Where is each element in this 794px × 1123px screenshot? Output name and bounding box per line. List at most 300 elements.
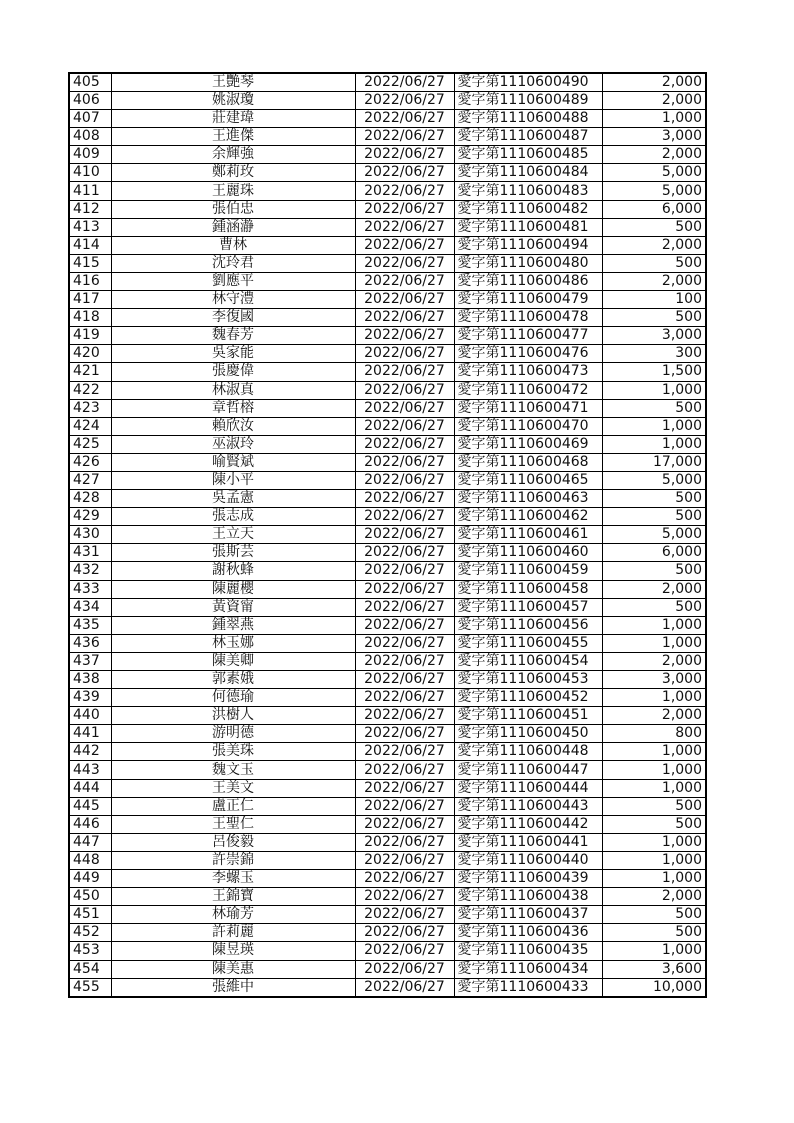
receipt-number-cell: 愛字第1110600440	[454, 851, 602, 869]
receipt-number-cell: 愛字第1110600452	[454, 689, 602, 707]
row-number-cell: 452	[69, 924, 111, 942]
row-number-cell: 405	[69, 73, 111, 92]
donor-name-cell: 何德瑜	[111, 689, 355, 707]
donation-date-cell: 2022/06/27	[355, 689, 454, 707]
table-row	[69, 453, 706, 471]
donation-date-cell: 2022/06/27	[355, 797, 454, 815]
row-number-cell: 449	[69, 870, 111, 888]
donation-date-cell: 2022/06/27	[355, 562, 454, 580]
amount-cell: 5,000	[602, 182, 706, 200]
amount-cell: 2,000	[602, 707, 706, 725]
amount-cell: 1,000	[602, 689, 706, 707]
table-row	[69, 128, 706, 146]
amount-cell: 1,000	[602, 761, 706, 779]
donation-date-cell: 2022/06/27	[355, 761, 454, 779]
receipt-number-cell: 愛字第1110600456	[454, 616, 602, 634]
receipt-number-cell: 愛字第1110600488	[454, 110, 602, 128]
receipt-number-cell: 愛字第1110600453	[454, 671, 602, 689]
donor-name-cell: 吳家能	[111, 345, 355, 363]
amount-cell: 500	[602, 598, 706, 616]
receipt-number-cell: 愛字第1110600443	[454, 797, 602, 815]
donor-name-cell: 張伯忠	[111, 200, 355, 218]
donor-name-cell: 鄭莉玫	[111, 164, 355, 182]
donation-date-cell: 2022/06/27	[355, 272, 454, 290]
donor-name-cell: 李螺玉	[111, 870, 355, 888]
donation-date-cell: 2022/06/27	[355, 218, 454, 236]
row-number-cell: 424	[69, 417, 111, 435]
receipt-number-cell: 愛字第1110600476	[454, 345, 602, 363]
donation-date-cell: 2022/06/27	[355, 888, 454, 906]
amount-cell: 6,000	[602, 200, 706, 218]
table-row	[69, 580, 706, 598]
table-row	[69, 689, 706, 707]
donation-date-cell: 2022/06/27	[355, 634, 454, 652]
row-number-cell: 420	[69, 345, 111, 363]
amount-cell: 1,000	[602, 417, 706, 435]
row-number-cell: 413	[69, 218, 111, 236]
amount-cell: 5,000	[602, 471, 706, 489]
amount-cell: 1,000	[602, 381, 706, 399]
donation-date-cell: 2022/06/27	[355, 363, 454, 381]
amount-cell: 1,000	[602, 110, 706, 128]
donor-name-cell: 王麗珠	[111, 182, 355, 200]
amount-cell: 2,000	[602, 92, 706, 110]
row-number-cell: 445	[69, 797, 111, 815]
receipt-number-cell: 愛字第1110600484	[454, 164, 602, 182]
receipt-number-cell: 愛字第1110600472	[454, 381, 602, 399]
table-row	[69, 815, 706, 833]
donor-name-cell: 張美珠	[111, 743, 355, 761]
donor-name-cell: 林守澧	[111, 291, 355, 309]
donation-date-cell: 2022/06/27	[355, 309, 454, 327]
amount-cell: 500	[602, 906, 706, 924]
row-number-cell: 450	[69, 888, 111, 906]
receipt-number-cell: 愛字第1110600469	[454, 435, 602, 453]
table-row	[69, 92, 706, 110]
table-row	[69, 327, 706, 345]
donation-date-cell: 2022/06/27	[355, 743, 454, 761]
receipt-number-cell: 愛字第1110600470	[454, 417, 602, 435]
receipt-number-cell: 愛字第1110600463	[454, 490, 602, 508]
row-number-cell: 410	[69, 164, 111, 182]
amount-cell: 500	[602, 218, 706, 236]
receipt-number-cell: 愛字第1110600487	[454, 128, 602, 146]
receipt-number-cell: 愛字第1110600477	[454, 327, 602, 345]
table-row	[69, 146, 706, 164]
donor-name-cell: 王進傑	[111, 128, 355, 146]
donation-date-cell: 2022/06/27	[355, 128, 454, 146]
row-number-cell: 441	[69, 725, 111, 743]
receipt-number-cell: 愛字第1110600458	[454, 580, 602, 598]
donor-name-cell: 劉應平	[111, 272, 355, 290]
donor-name-cell: 陳美卿	[111, 652, 355, 670]
amount-cell: 800	[602, 725, 706, 743]
donor-name-cell: 喻賢斌	[111, 453, 355, 471]
donor-name-cell: 林瑜芳	[111, 906, 355, 924]
receipt-number-cell: 愛字第1110600461	[454, 526, 602, 544]
receipt-number-cell: 愛字第1110600435	[454, 942, 602, 960]
row-number-cell: 446	[69, 815, 111, 833]
donation-date-cell: 2022/06/27	[355, 616, 454, 634]
receipt-number-cell: 愛字第1110600459	[454, 562, 602, 580]
row-number-cell: 431	[69, 544, 111, 562]
table-row	[69, 634, 706, 652]
row-number-cell: 414	[69, 236, 111, 254]
row-number-cell: 423	[69, 399, 111, 417]
table-row	[69, 381, 706, 399]
donor-name-cell: 沈玲君	[111, 254, 355, 272]
donor-name-cell: 王艷琴	[111, 73, 355, 92]
row-number-cell: 451	[69, 906, 111, 924]
receipt-number-cell: 愛字第1110600442	[454, 815, 602, 833]
amount-cell: 1,000	[602, 942, 706, 960]
amount-cell: 3,000	[602, 327, 706, 345]
donation-date-cell: 2022/06/27	[355, 870, 454, 888]
donation-date-cell: 2022/06/27	[355, 671, 454, 689]
row-number-cell: 433	[69, 580, 111, 598]
table-row	[69, 743, 706, 761]
donor-name-cell: 姚淑瓊	[111, 92, 355, 110]
receipt-number-cell: 愛字第1110600436	[454, 924, 602, 942]
table-row	[69, 399, 706, 417]
row-number-cell: 415	[69, 254, 111, 272]
table-row	[69, 435, 706, 453]
receipt-number-cell: 愛字第1110600494	[454, 236, 602, 254]
row-number-cell: 418	[69, 309, 111, 327]
donation-date-cell: 2022/06/27	[355, 942, 454, 960]
amount-cell: 1,000	[602, 779, 706, 797]
amount-cell: 1,500	[602, 363, 706, 381]
row-number-cell: 437	[69, 652, 111, 670]
donation-date-cell: 2022/06/27	[355, 526, 454, 544]
table-row	[69, 110, 706, 128]
donor-name-cell: 許崇錦	[111, 851, 355, 869]
donor-name-cell: 陳美惠	[111, 960, 355, 978]
receipt-number-cell: 愛字第1110600434	[454, 960, 602, 978]
donation-date-cell: 2022/06/27	[355, 381, 454, 399]
table-row	[69, 652, 706, 670]
receipt-number-cell: 愛字第1110600460	[454, 544, 602, 562]
row-number-cell: 434	[69, 598, 111, 616]
amount-cell: 500	[602, 309, 706, 327]
donation-date-cell: 2022/06/27	[355, 779, 454, 797]
table-row	[69, 978, 706, 997]
row-number-cell: 444	[69, 779, 111, 797]
receipt-number-cell: 愛字第1110600448	[454, 743, 602, 761]
row-number-cell: 411	[69, 182, 111, 200]
donor-name-cell: 鍾涵瀞	[111, 218, 355, 236]
table-row	[69, 598, 706, 616]
donation-date-cell: 2022/06/27	[355, 417, 454, 435]
donor-name-cell: 吳孟憲	[111, 490, 355, 508]
receipt-number-cell: 愛字第1110600465	[454, 471, 602, 489]
receipt-number-cell: 愛字第1110600450	[454, 725, 602, 743]
donor-name-cell: 余輝強	[111, 146, 355, 164]
amount-cell: 500	[602, 924, 706, 942]
donation-date-cell: 2022/06/27	[355, 490, 454, 508]
receipt-number-cell: 愛字第1110600489	[454, 92, 602, 110]
receipt-number-cell: 愛字第1110600478	[454, 309, 602, 327]
row-number-cell: 429	[69, 508, 111, 526]
amount-cell: 100	[602, 291, 706, 309]
row-number-cell: 453	[69, 942, 111, 960]
amount-cell: 5,000	[602, 526, 706, 544]
receipt-number-cell: 愛字第1110600451	[454, 707, 602, 725]
amount-cell: 2,000	[602, 652, 706, 670]
amount-cell: 6,000	[602, 544, 706, 562]
amount-cell: 1,000	[602, 870, 706, 888]
table-row	[69, 236, 706, 254]
donor-name-cell: 洪樹人	[111, 707, 355, 725]
donor-name-cell: 游明德	[111, 725, 355, 743]
donor-name-cell: 賴欣汝	[111, 417, 355, 435]
donation-date-cell: 2022/06/27	[355, 453, 454, 471]
donation-date-cell: 2022/06/27	[355, 471, 454, 489]
table-row	[69, 309, 706, 327]
donation-date-cell: 2022/06/27	[355, 182, 454, 200]
amount-cell: 500	[602, 815, 706, 833]
row-number-cell: 439	[69, 689, 111, 707]
table-row	[69, 761, 706, 779]
receipt-number-cell: 愛字第1110600483	[454, 182, 602, 200]
amount-cell: 1,000	[602, 833, 706, 851]
table-row	[69, 200, 706, 218]
row-number-cell: 447	[69, 833, 111, 851]
table-row	[69, 272, 706, 290]
donor-name-cell: 莊建瑋	[111, 110, 355, 128]
row-number-cell: 443	[69, 761, 111, 779]
receipt-number-cell: 愛字第1110600438	[454, 888, 602, 906]
table-row	[69, 942, 706, 960]
table-row	[69, 797, 706, 815]
donation-date-cell: 2022/06/27	[355, 345, 454, 363]
amount-cell: 1,000	[602, 616, 706, 634]
donation-date-cell: 2022/06/27	[355, 833, 454, 851]
donation-date-cell: 2022/06/27	[355, 327, 454, 345]
donor-name-cell: 王美文	[111, 779, 355, 797]
amount-cell: 2,000	[602, 236, 706, 254]
donor-name-cell: 魏春芳	[111, 327, 355, 345]
donation-date-cell: 2022/06/27	[355, 73, 454, 92]
donation-date-cell: 2022/06/27	[355, 146, 454, 164]
amount-cell: 1,000	[602, 435, 706, 453]
row-number-cell: 435	[69, 616, 111, 634]
table-row	[69, 779, 706, 797]
donor-name-cell: 張慶偉	[111, 363, 355, 381]
table-row	[69, 291, 706, 309]
table-row	[69, 490, 706, 508]
donation-date-cell: 2022/06/27	[355, 254, 454, 272]
table-row	[69, 526, 706, 544]
table-row	[69, 851, 706, 869]
donor-name-cell: 林玉娜	[111, 634, 355, 652]
receipt-number-cell: 愛字第1110600457	[454, 598, 602, 616]
donation-date-cell: 2022/06/27	[355, 580, 454, 598]
donor-name-cell: 陳小平	[111, 471, 355, 489]
amount-cell: 500	[602, 399, 706, 417]
donation-date-cell: 2022/06/27	[355, 815, 454, 833]
amount-cell: 500	[602, 254, 706, 272]
donor-name-cell: 張斯芸	[111, 544, 355, 562]
table-row	[69, 73, 706, 92]
amount-cell: 3,600	[602, 960, 706, 978]
donation-date-cell: 2022/06/27	[355, 291, 454, 309]
donor-name-cell: 呂俊毅	[111, 833, 355, 851]
donation-date-cell: 2022/06/27	[355, 960, 454, 978]
donation-date-cell: 2022/06/27	[355, 725, 454, 743]
amount-cell: 2,000	[602, 272, 706, 290]
receipt-number-cell: 愛字第1110600455	[454, 634, 602, 652]
table-row	[69, 725, 706, 743]
amount-cell: 3,000	[602, 128, 706, 146]
row-number-cell: 422	[69, 381, 111, 399]
donor-name-cell: 盧正仁	[111, 797, 355, 815]
donation-date-cell: 2022/06/27	[355, 164, 454, 182]
table-row	[69, 182, 706, 200]
donation-date-cell: 2022/06/27	[355, 906, 454, 924]
table-row	[69, 833, 706, 851]
row-number-cell: 440	[69, 707, 111, 725]
receipt-number-cell: 愛字第1110600482	[454, 200, 602, 218]
donor-name-cell: 曹林	[111, 236, 355, 254]
amount-cell: 5,000	[602, 164, 706, 182]
amount-cell: 10,000	[602, 978, 706, 997]
donor-name-cell: 陳昱瑛	[111, 942, 355, 960]
receipt-number-cell: 愛字第1110600490	[454, 73, 602, 92]
table-row	[69, 671, 706, 689]
row-number-cell: 442	[69, 743, 111, 761]
donor-name-cell: 許莉麗	[111, 924, 355, 942]
donation-date-cell: 2022/06/27	[355, 707, 454, 725]
donation-date-cell: 2022/06/27	[355, 399, 454, 417]
amount-cell: 500	[602, 562, 706, 580]
table-row	[69, 345, 706, 363]
donor-name-cell: 章哲榕	[111, 399, 355, 417]
donation-date-cell: 2022/06/27	[355, 978, 454, 997]
row-number-cell: 408	[69, 128, 111, 146]
receipt-number-cell: 愛字第1110600480	[454, 254, 602, 272]
amount-cell: 300	[602, 345, 706, 363]
donor-name-cell: 張維中	[111, 978, 355, 997]
donation-date-cell: 2022/06/27	[355, 110, 454, 128]
row-number-cell: 426	[69, 453, 111, 471]
table-row	[69, 417, 706, 435]
donor-name-cell: 巫淑玲	[111, 435, 355, 453]
donation-table-body	[69, 73, 706, 997]
donation-table	[68, 72, 707, 998]
row-number-cell: 436	[69, 634, 111, 652]
amount-cell: 17,000	[602, 453, 706, 471]
table-row	[69, 616, 706, 634]
table-row	[69, 471, 706, 489]
donor-name-cell: 鍾翠燕	[111, 616, 355, 634]
table-row	[69, 888, 706, 906]
donor-name-cell: 魏文玉	[111, 761, 355, 779]
receipt-number-cell: 愛字第1110600439	[454, 870, 602, 888]
table-row	[69, 164, 706, 182]
amount-cell: 500	[602, 490, 706, 508]
receipt-number-cell: 愛字第1110600437	[454, 906, 602, 924]
donation-date-cell: 2022/06/27	[355, 652, 454, 670]
amount-cell: 2,000	[602, 73, 706, 92]
donation-date-cell: 2022/06/27	[355, 598, 454, 616]
row-number-cell: 430	[69, 526, 111, 544]
donor-name-cell: 謝秋蜂	[111, 562, 355, 580]
row-number-cell: 419	[69, 327, 111, 345]
amount-cell: 500	[602, 797, 706, 815]
table-row	[69, 254, 706, 272]
receipt-number-cell: 愛字第1110600471	[454, 399, 602, 417]
row-number-cell: 407	[69, 110, 111, 128]
donation-date-cell: 2022/06/27	[355, 200, 454, 218]
amount-cell: 1,000	[602, 851, 706, 869]
receipt-number-cell: 愛字第1110600479	[454, 291, 602, 309]
receipt-number-cell: 愛字第1110600481	[454, 218, 602, 236]
donor-name-cell: 陳麗櫻	[111, 580, 355, 598]
row-number-cell: 417	[69, 291, 111, 309]
table-row	[69, 562, 706, 580]
receipt-number-cell: 愛字第1110600447	[454, 761, 602, 779]
donation-date-cell: 2022/06/27	[355, 924, 454, 942]
amount-cell: 2,000	[602, 146, 706, 164]
table-row	[69, 363, 706, 381]
donor-name-cell: 張志成	[111, 508, 355, 526]
receipt-number-cell: 愛字第1110600473	[454, 363, 602, 381]
row-number-cell: 425	[69, 435, 111, 453]
table-row	[69, 906, 706, 924]
row-number-cell: 432	[69, 562, 111, 580]
amount-cell: 3,000	[602, 671, 706, 689]
receipt-number-cell: 愛字第1110600454	[454, 652, 602, 670]
table-row	[69, 870, 706, 888]
receipt-number-cell: 愛字第1110600462	[454, 508, 602, 526]
donor-name-cell: 王錦寶	[111, 888, 355, 906]
row-number-cell: 409	[69, 146, 111, 164]
donor-name-cell: 郭素娥	[111, 671, 355, 689]
table-row	[69, 544, 706, 562]
donor-name-cell: 林淑真	[111, 381, 355, 399]
table-row	[69, 960, 706, 978]
amount-cell: 500	[602, 508, 706, 526]
receipt-number-cell: 愛字第1110600444	[454, 779, 602, 797]
donor-name-cell: 王聖仁	[111, 815, 355, 833]
row-number-cell: 427	[69, 471, 111, 489]
donor-name-cell: 李復國	[111, 309, 355, 327]
table-row	[69, 508, 706, 526]
amount-cell: 1,000	[602, 743, 706, 761]
row-number-cell: 438	[69, 671, 111, 689]
donation-date-cell: 2022/06/27	[355, 435, 454, 453]
amount-cell: 2,000	[602, 888, 706, 906]
row-number-cell: 406	[69, 92, 111, 110]
table-row	[69, 924, 706, 942]
row-number-cell: 448	[69, 851, 111, 869]
row-number-cell: 455	[69, 978, 111, 997]
donation-date-cell: 2022/06/27	[355, 508, 454, 526]
row-number-cell: 412	[69, 200, 111, 218]
row-number-cell: 454	[69, 960, 111, 978]
row-number-cell: 421	[69, 363, 111, 381]
row-number-cell: 416	[69, 272, 111, 290]
receipt-number-cell: 愛字第1110600441	[454, 833, 602, 851]
donor-name-cell: 黃資甯	[111, 598, 355, 616]
donation-date-cell: 2022/06/27	[355, 544, 454, 562]
amount-cell: 2,000	[602, 580, 706, 598]
receipt-number-cell: 愛字第1110600485	[454, 146, 602, 164]
donor-name-cell: 王立天	[111, 526, 355, 544]
receipt-number-cell: 愛字第1110600486	[454, 272, 602, 290]
table-row	[69, 218, 706, 236]
